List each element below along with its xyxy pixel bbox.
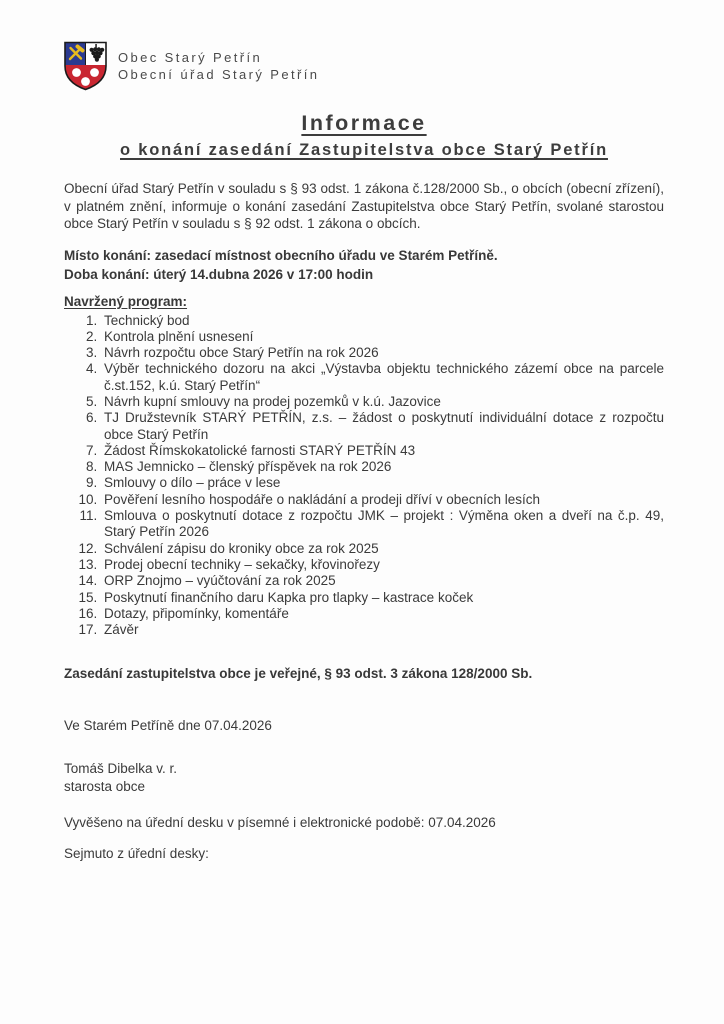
signature-name: Tomáš Dibelka v. r. (64, 761, 178, 777)
program-item-15: 15. Poskytnutí finančního daru Kapka pro tlapky – kastrace koček (101, 590, 664, 606)
program-item-13: 13. Prodej obecní techniky – sekačky, křovinořezy (101, 557, 664, 573)
removed-from-board-line: Sejmuto z úřední desky: (64, 846, 209, 862)
program-item-9: 9. Smlouvy o dílo – práce v lese (101, 475, 664, 491)
document-subtitle: o konání zasedání Zastupitelstva obce Starý Petřín (120, 141, 608, 159)
org-lines (118, 49, 319, 83)
org-office: Obecní úřad Starý Petřín (118, 67, 320, 82)
document-title: Informace (301, 111, 427, 135)
program-list (64, 313, 664, 639)
intro-paragraph: Obecní úřad Starý Petřín v souladu s § 93 odst. 1 zákona č.128/2000 Sb., o obcích (obecní zřízení), v platném znění, informuje o konání zasedání Zastupitelstva obce Starý Petřín, svolané starostou obce Starý Petřín v souladu s § 92 odst. 1 zákona o obcích. (64, 181, 664, 231)
public-session-note: Zasedání zastupitelstva obce je veřejné, § 93 odst. 3 zákona 128/2000 Sb. (64, 666, 533, 682)
program-item-11: 11. Smlouva o poskytnutí dotace z rozpočtu JMK – projekt : Výměna oken a dveří na č.p. 49, Starý Petřín 2026 (101, 508, 664, 541)
program-item-10: 10. Pověření lesního hospodáře o nakládání a prodeji dříví v obecních lesích (101, 492, 664, 508)
program-item-14: 14. ORP Znojmo – vyúčtování za rok 2025 (101, 573, 664, 589)
coat-of-arms-icon (62, 40, 109, 92)
program-item-7: 7. Žádost Římskokatolické farnosti STARÝ PETŘÍN 43 (101, 443, 664, 459)
program-item-16: 16. Dotazy, připomínky, komentáře (101, 606, 664, 622)
program-item-5: 5. Návrh kupní smlouvy na prodej pozemků v k.ú. Jazovice (101, 394, 664, 410)
program-item-17: 17. Závěr (101, 622, 664, 638)
program-item-2: 2. Kontrola plnění usnesení (101, 329, 664, 345)
program-item-6: 6. TJ Družstevník STARÝ PETŘÍN, z.s. – žádost o poskytnutí individuální dotace z rozpočtu obce Starý Petřín (101, 410, 664, 443)
issue-date-line: Ve Starém Petříně dne 07.04.2026 (64, 718, 272, 734)
program-heading: Navržený program: (64, 293, 188, 309)
program-item-1: 1. Technický bod (101, 313, 664, 329)
letterhead (62, 40, 664, 92)
org-name: Obec Starý Petřín (118, 50, 263, 65)
signature-block (64, 760, 664, 796)
program-item-8: 8. MAS Jemnicko – členský příspěvek na rok 2026 (101, 459, 664, 475)
meeting-meta (64, 246, 664, 285)
program-item-3: 3. Návrh rozpočtu obce Starý Petřín na rok 2026 (101, 345, 664, 361)
signature-role: starosta obce (64, 779, 146, 795)
program-item-4: 4. Výběr technického dozoru na akci „Výstavba objektu technického zázemí obce na parcele č.st.152, k.ú. Starý Petřín“ (101, 361, 664, 394)
meeting-time-line: Doba konání: úterý 14.dubna 2026 v 17:00 hodin (64, 267, 374, 282)
program-item-12: 12. Schválení zápisu do kroniky obce za rok 2025 (101, 541, 664, 557)
meeting-place-line: Místo konání: zasedací místnost obecního úřadu ve Starém Petříně. (64, 247, 498, 263)
posted-on-board-line: Vyvěšeno na úřední desku v písemné i elektronické podobě: 07.04.2026 (64, 815, 496, 831)
